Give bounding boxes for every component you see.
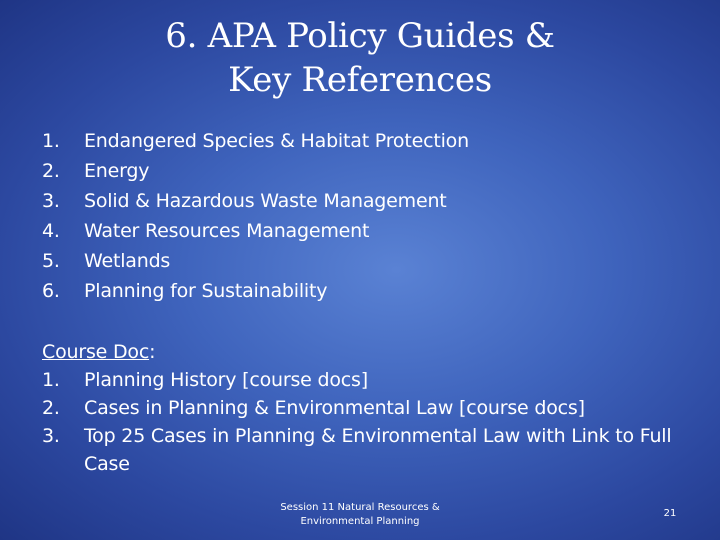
- footer-line-2: Environmental Planning: [300, 516, 420, 527]
- policy-guides-list: [42, 126, 469, 306]
- list-item-number: 6.: [42, 280, 60, 302]
- course-doc-item: [42, 422, 712, 478]
- course-doc-item-number: 1.: [42, 369, 60, 391]
- course-doc-item-number: 3.: [42, 425, 60, 447]
- course-doc-item-text: Cases in Planning & Environmental Law [course docs]: [84, 397, 585, 419]
- list-item: [42, 126, 469, 156]
- course-doc-item-text: Top 25 Cases in Planning & Environmental Law with Link to Full Case: [84, 425, 672, 475]
- list-item-text: Wetlands: [84, 250, 171, 272]
- course-doc-item: [42, 394, 712, 422]
- course-doc-item: [42, 366, 712, 394]
- list-item: [42, 276, 469, 306]
- slide-title: [90, 14, 630, 102]
- title-line-1: 6. APA Policy Guides &: [165, 16, 555, 56]
- list-item: [42, 186, 469, 216]
- list-item-text: Endangered Species & Habitat Protection: [84, 130, 469, 152]
- course-doc-item-number: 2.: [42, 397, 60, 419]
- title-line-2: Key References: [228, 60, 492, 100]
- list-item: [42, 246, 469, 276]
- course-doc-item-text: Planning History [course docs]: [84, 369, 368, 391]
- list-item: [42, 216, 469, 246]
- list-item-text: Water Resources Management: [84, 220, 370, 242]
- list-item-number: 3.: [42, 190, 60, 212]
- course-doc-section: [42, 338, 712, 478]
- list-item-text: Solid & Hazardous Waste Management: [84, 190, 447, 212]
- course-doc-heading-text: Course Doc: [42, 341, 150, 363]
- slide-footer: [270, 501, 450, 529]
- course-doc-heading: [42, 338, 712, 366]
- slide-page-number: 21: [663, 508, 677, 519]
- list-item-number: 1.: [42, 130, 60, 152]
- list-item-number: 2.: [42, 160, 60, 182]
- course-doc-list: [42, 366, 712, 478]
- footer-line-1: Session 11 Natural Resources &: [280, 502, 440, 513]
- list-item-number: 5.: [42, 250, 60, 272]
- list-item-text: Planning for Sustainability: [84, 280, 328, 302]
- course-doc-heading-colon: :: [149, 341, 156, 363]
- list-item-text: Energy: [84, 160, 150, 182]
- list-item: [42, 156, 469, 186]
- list-item-number: 4.: [42, 220, 60, 242]
